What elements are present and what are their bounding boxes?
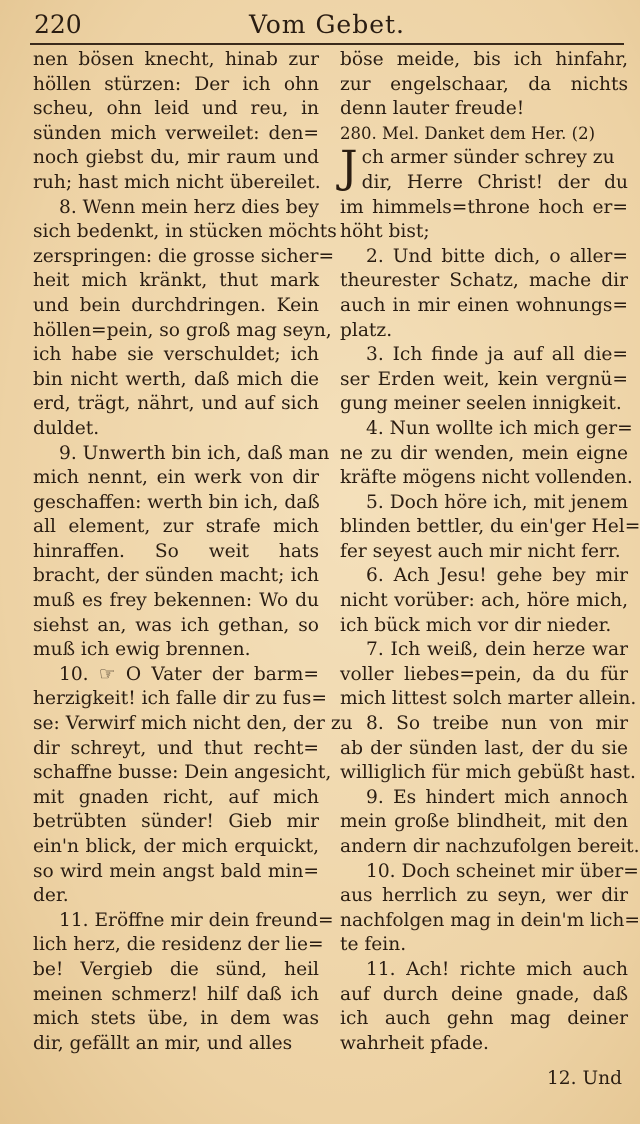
text-line: 7. Ich weiß, dein herze war (366, 639, 628, 661)
text-line: andern dir nachzufolgen bereit. (340, 836, 640, 857)
text-line: so wird mein angst bald min= (33, 860, 319, 882)
text-line-content: ch armer sünder schrey zu (361, 147, 615, 169)
text-line: schaffne busse: Dein angesicht, (33, 762, 332, 784)
text-line: se: Verwirf mich nicht den, der zu (33, 713, 353, 735)
text-line: ich auch gehn mag deiner (340, 1008, 628, 1030)
text-line: betrübten sünder! Gieb mir (33, 811, 319, 833)
text-line: 8. So treibe nun von mir (366, 713, 628, 735)
text-line: theurester Schatz, mache dir (340, 270, 628, 292)
text-line: ser Erden weit, kein vergnü= (340, 368, 628, 390)
text-line: fer seyest auch mir nicht ferr. (340, 540, 621, 562)
text-line: höht bist; (340, 221, 430, 243)
page-header (34, 8, 620, 42)
text-line: hinraffen. So weit hats (33, 540, 319, 562)
text-line: 280. Mel. Danket dem Her. (2) (340, 123, 596, 143)
text-line: höllen stürzen: Der ich ohn (33, 73, 319, 95)
text-line: heit mich kränkt, thut mark (33, 270, 319, 292)
text-line: nicht vorüber: ach, höre mich, (340, 590, 628, 612)
text-line: mich stets übe, in dem was (33, 1008, 319, 1030)
text-line: 10. Doch scheinet mir über= (366, 860, 639, 882)
text-line: und bein durchdringen. Kein (33, 294, 319, 316)
text-line: be! Vergieb die sünd, heil (33, 958, 319, 980)
page-number: 220 (34, 10, 82, 39)
text-line: lich herz, die residenz der lie= (33, 934, 324, 956)
text-line: aus herrlich zu seyn, wer dir (340, 885, 628, 907)
text-line: auch in mir einen wohnungs= (340, 294, 628, 316)
text-line: mein große blindheit, mit den (340, 811, 628, 833)
text-line: voller liebes=pein, da du für (340, 663, 628, 685)
text-line: im himmels=throne hoch er= (340, 196, 628, 218)
text-line: williglich für mich gebüßt hast. (340, 762, 636, 784)
header-rule (30, 43, 624, 45)
text-line: blinden bettler, du ein'ger Hel= (340, 516, 640, 538)
text-line: 2. Und bitte dich, o aller= (366, 245, 628, 267)
text-line: wahrheit pfade. (340, 1032, 489, 1054)
text-line: 9. Es hindert mich annoch (366, 786, 628, 808)
text-line: 5. Doch höre ich, mit jenem (366, 491, 628, 513)
text-line: 9. Unwerth bin ich, daß man (59, 442, 330, 464)
text-line: noch giebst du, mir raum und (33, 147, 319, 169)
text-line: 8. Wenn mein herz dies bey (59, 196, 319, 218)
text-line: platz. (340, 319, 393, 341)
right-column (340, 48, 640, 1056)
text-line: erd, trägt, nährt, und auf sich (33, 393, 319, 415)
text-line: 6. Ach Jesu! gehe bey mir (366, 565, 628, 587)
text-line: 11. Eröffne mir dein freund= (59, 909, 334, 931)
text-line: geschaffen: werth bin ich, daß (33, 491, 320, 513)
text-line: gung meiner seelen innigkeit. (340, 393, 622, 415)
text-line: dir, Herre Christ! der du (361, 171, 628, 193)
running-title: Vom Gebet. (248, 10, 406, 39)
text-line: 11. Ach! richte mich auch (366, 958, 628, 980)
text-line: ich habe sie verschuldet; ich (33, 344, 319, 366)
text-line: mit gnaden richt, auf mich (33, 786, 319, 808)
text-line: meinen schmerz! hilf daß ich (33, 983, 319, 1005)
text-line: ein'n blick, der mich erquickt, (33, 836, 319, 857)
text-line: zur engelschaar, da nichts (340, 73, 628, 95)
text-line: dir, gefällt an mir, und alles (33, 1032, 293, 1054)
text-line: zerspringen: die grosse sicher= (33, 245, 335, 267)
text-line: bin nicht werth, daß mich die (33, 368, 319, 390)
catchword: 12. Und (546, 1068, 622, 1089)
text-line: duldet. (33, 417, 100, 439)
text-line: ruh; hast mich nicht übereilet. (33, 171, 321, 193)
text-line: höllen=pein, so groß mag seyn, (33, 319, 332, 341)
text-line: herzigkeit! ich falle dir zu fus= (33, 688, 327, 710)
text-line: 4. Nun wollte ich mich ger= (366, 417, 633, 439)
text-line: 10. ☞ O Vater der barm= (59, 663, 319, 685)
text-line: te fein. (340, 934, 407, 956)
text-line: der. (33, 885, 69, 907)
text-line: scheu, ohn leid und reu, in (33, 98, 319, 120)
text-line: auf durch deine gnade, daß (340, 983, 628, 1005)
text-line: ne zu dir wenden, mein eigne (340, 442, 628, 464)
text-line: muß ich ewig brennen. (33, 639, 251, 661)
text-line: dir schreyt, und thut recht= (33, 737, 319, 759)
text-line: mich littest solch marter allein. (340, 688, 637, 710)
text-line: denn lauter freude! (340, 98, 525, 120)
text-line: siehst an, was ich gethan, so (33, 614, 319, 636)
text-line: mich nennt, ein werk von dir (33, 467, 319, 489)
text-line: ab der sünden last, der du sie (340, 737, 628, 759)
text-line: sünden mich verweilet: den= (33, 122, 319, 144)
text-line: 3. Ich finde ja auf all die= (366, 344, 628, 366)
text-line: böse meide, bis ich hinfahr, (340, 49, 628, 70)
text-line: kräfte mögens nicht vollenden. (340, 467, 633, 489)
left-column (33, 48, 353, 1056)
text-line: nen bösen knecht, hinab zur (33, 49, 319, 70)
text-line: all element, zur strafe mich (33, 516, 319, 538)
text-line: nachfolgen mag in dein'm lich= (340, 909, 640, 931)
text-line: ich bück mich vor dir nieder. (340, 614, 612, 636)
drop-cap: J (340, 142, 358, 194)
text-line: bracht, der sünden macht; ich (33, 565, 319, 587)
text-line: sich bedenkt, in stücken möchts (33, 221, 337, 243)
text-line: muß es frey bekennen: Wo du (33, 590, 319, 612)
